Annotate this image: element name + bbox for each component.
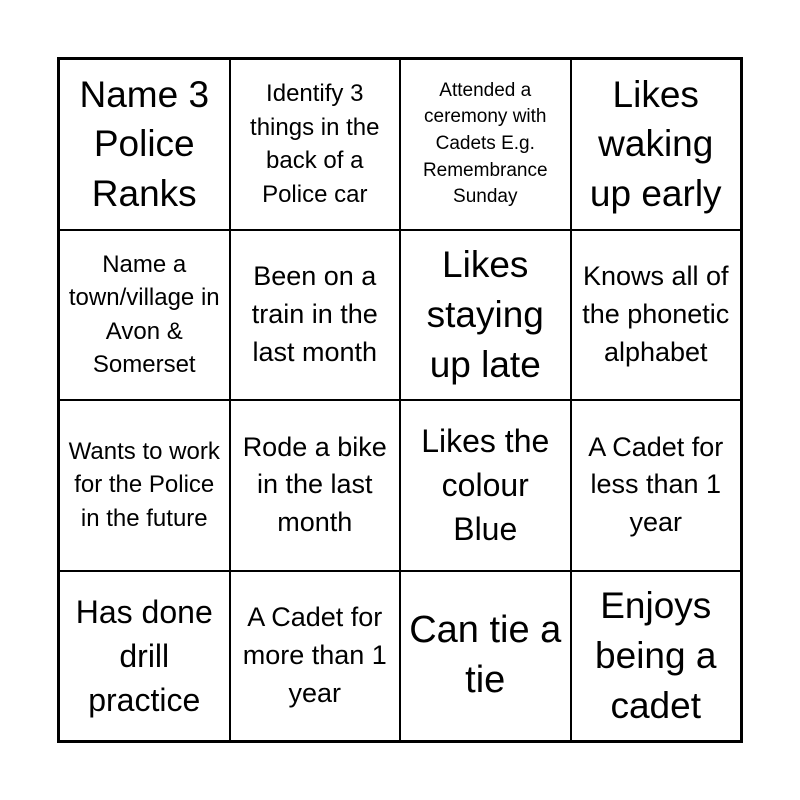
bingo-cell[interactable] xyxy=(571,230,742,401)
bingo-cell-text: Has done drill practice xyxy=(75,593,213,718)
bingo-cell-text: Likes the colour Blue xyxy=(421,423,550,548)
bingo-board xyxy=(57,57,743,743)
bingo-cell[interactable] xyxy=(230,400,401,571)
bingo-cell[interactable] xyxy=(230,59,401,230)
bingo-cell-text: A Cadet for less than 1 year xyxy=(588,431,724,538)
bingo-cell[interactable] xyxy=(400,59,571,230)
bingo-cell-text: Rode a bike in the last month xyxy=(242,431,387,538)
bingo-cell-text: A Cadet for more than 1 year xyxy=(242,602,387,708)
bingo-cell[interactable] xyxy=(230,230,401,401)
bingo-cell[interactable] xyxy=(571,59,742,230)
bingo-cell-text: Been on a train in the last month xyxy=(251,261,378,367)
bingo-cell-text: Enjoys being a cadet xyxy=(595,585,717,726)
bingo-cell-text: Likes staying up late xyxy=(426,244,544,385)
bingo-cell-text: Name 3 Police Ranks xyxy=(79,73,210,215)
bingo-cell[interactable] xyxy=(400,400,571,571)
bingo-cell-text: Name a town/village in Avon & Somerset xyxy=(68,250,220,379)
bingo-cell-text: Knows all of the phonetic alphabet xyxy=(582,261,730,367)
bingo-cell[interactable] xyxy=(59,400,230,571)
bingo-cell[interactable] xyxy=(571,400,742,571)
bingo-cell[interactable] xyxy=(571,571,742,742)
bingo-cell[interactable] xyxy=(400,230,571,401)
bingo-cell-text: Attended a ceremony with Cadets E.g. Remembrance Sunday xyxy=(422,79,548,208)
bingo-cell[interactable] xyxy=(59,230,230,401)
bingo-cell[interactable] xyxy=(59,571,230,742)
bingo-cell[interactable] xyxy=(400,571,571,742)
bingo-cell[interactable] xyxy=(59,59,230,230)
bingo-cell[interactable] xyxy=(230,571,401,742)
bingo-cell-text: Can tie a tie xyxy=(409,609,562,701)
bingo-cell-text: Wants to work for the Police in the future xyxy=(68,437,220,533)
bingo-cell-text: Identify 3 things in the back of a Police car xyxy=(250,80,380,208)
bingo-cell-text: Likes waking up early xyxy=(589,73,722,215)
